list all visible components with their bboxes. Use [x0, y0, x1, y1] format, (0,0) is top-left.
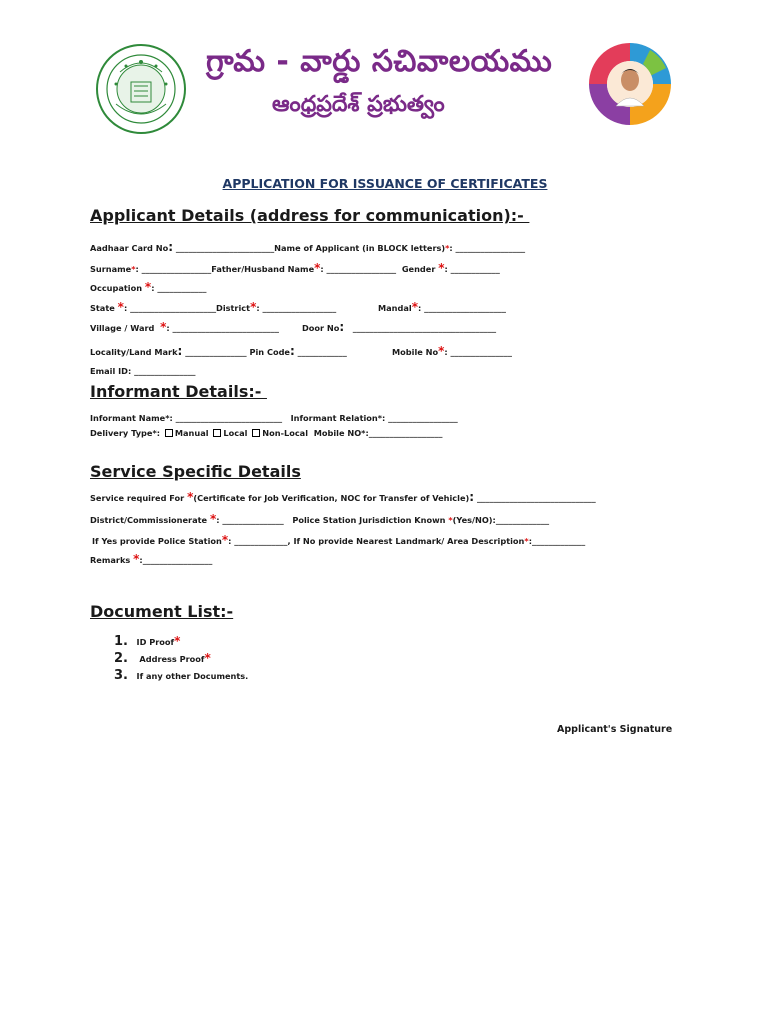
delivery-row	[90, 428, 442, 438]
form-title: APPLICATION FOR ISSUANCE OF CERTIFICATES	[222, 176, 548, 191]
ap-government-seal	[96, 44, 186, 134]
door-field[interactable]: ___________________________________	[352, 323, 497, 333]
village-label: Village / Ward	[90, 323, 155, 333]
aadhaar-label: Aadhaar Card No	[90, 243, 169, 253]
document-number: 3.	[114, 668, 128, 683]
document-item: 1. ID Proof*	[114, 634, 181, 649]
mobile-row: Mobile No*: _______________	[392, 344, 512, 358]
mandal-label: Mandal	[378, 303, 412, 313]
non-local-checkbox[interactable]	[252, 429, 260, 437]
manual-checkbox[interactable]	[165, 429, 173, 437]
village-row: Village / Ward *: __________________________	[90, 320, 279, 334]
local-checkbox[interactable]	[213, 429, 221, 437]
pin-label: Pin Code	[249, 347, 290, 357]
state-row: State *: _____________________District*: __________________	[90, 300, 337, 314]
email-row	[90, 366, 196, 376]
service-required-label: Service required For	[90, 493, 188, 503]
locality-label: Locality/Land Mark	[90, 347, 178, 357]
informant-name-label: Informant Name*:	[90, 413, 176, 423]
applicant-name-label: Name of Applicant (in BLOCK letters)	[274, 243, 446, 253]
occupation-row: Occupation *: ____________	[90, 280, 207, 294]
service-required-detail: (Certificate for Job Verification, NOC for Transfer of Vehicle)	[193, 493, 470, 503]
applicant-signature: Applicant's Signature	[557, 724, 673, 735]
remarks-row: Remarks *:_________________	[90, 552, 213, 566]
district-field[interactable]: __________________	[262, 303, 337, 313]
document-item	[114, 668, 248, 683]
header-title-telugu: గ్రామ - వార్డు సచివాలయము	[206, 44, 553, 79]
father-name-label: Father/Husband Name	[211, 264, 315, 274]
email-label: Email ID:	[90, 366, 135, 376]
aadhaar-field[interactable]: ________________________	[175, 243, 275, 253]
document-label: ID Proof	[136, 637, 175, 647]
occupation-label: Occupation	[90, 283, 143, 293]
document-label: If any other Documents.	[136, 671, 249, 681]
informant-relation-label: Informant Relation*:	[290, 413, 389, 423]
applicant-section-heading: Applicant Details (address for communication):-	[90, 206, 530, 225]
gender-field[interactable]: ____________	[450, 264, 500, 274]
village-field[interactable]: __________________________	[172, 323, 279, 333]
mandal-field[interactable]: ____________________	[424, 303, 506, 313]
document-number: 2.	[114, 651, 128, 666]
gender-label: Gender	[401, 264, 436, 274]
commissionerate-field[interactable]: _______________	[222, 515, 284, 525]
surname-field[interactable]: _________________	[141, 264, 212, 274]
surname-row: Surname*: _________________Father/Husband Name*: _________________ Gender *: ____________	[90, 261, 500, 275]
secretariat-badge	[588, 42, 672, 126]
applicant-name-field[interactable]: _________________	[455, 243, 526, 253]
state-label: State	[90, 303, 115, 313]
pin-field[interactable]: ____________	[297, 347, 347, 357]
police-jurisdiction-label: Police Station Jurisdiction Known	[292, 515, 449, 525]
remarks-field[interactable]: _________________	[142, 555, 213, 565]
delivery-type-label: Delivery Type*:	[90, 428, 163, 438]
document-number: 1.	[114, 634, 128, 649]
informant-mobile-field[interactable]: __________________	[368, 428, 443, 438]
police-station-field[interactable]: _____________	[234, 536, 288, 546]
informant-name-field[interactable]: __________________________	[175, 413, 283, 423]
document-label: Address Proof	[139, 654, 205, 664]
document-list-heading: Document List:-	[90, 602, 234, 621]
state-field[interactable]: _____________________	[130, 303, 217, 313]
informant-mobile-label: Mobile NO*:	[313, 428, 369, 438]
informant-relation-field[interactable]: _________________	[388, 413, 458, 423]
aadhaar-row: Aadhaar Card No: ________________________Name of Applicant (in BLOCK letters)*: _________________	[90, 240, 526, 254]
mandal-row: Mandal*: ____________________	[378, 300, 506, 314]
service-required-field[interactable]: _____________________________	[476, 493, 596, 503]
service-section-heading: Service Specific Details	[90, 462, 301, 481]
surname-label: Surname	[90, 264, 132, 274]
locality-field[interactable]: _______________	[185, 347, 247, 357]
commissionerate-row: District/Commissionerate *: _______________ Police Station Jurisdiction Known *(Yes/NO):_____________	[90, 512, 550, 526]
manual-label: Manual	[174, 428, 209, 438]
informant-section-heading: Informant Details:-	[90, 382, 267, 401]
landmark-field[interactable]: _____________	[531, 536, 586, 546]
locality-row: Locality/Land Mark: _______________ Pin Code: ____________	[90, 344, 347, 358]
service-required-row: Service required For *(Certificate for Job Verification, NOC for Transfer of Vehicle): _____________________________	[90, 490, 596, 504]
door-row: Door No: ___________________________________	[302, 320, 497, 334]
non-local-label: Non-Local	[262, 428, 309, 438]
email-field[interactable]: _______________	[134, 366, 196, 376]
document-item: 2. Address Proof*	[114, 651, 211, 666]
mobile-label: Mobile No	[392, 347, 439, 357]
header-subtitle-telugu: ఆంధ్రప్రదేశ్ ప్రభుత్వం	[272, 92, 445, 117]
occupation-field[interactable]: ____________	[157, 283, 207, 293]
remarks-label: Remarks	[90, 555, 134, 565]
mobile-field[interactable]: _______________	[450, 347, 512, 357]
if-yes-label: If Yes provide Police Station	[92, 536, 222, 546]
local-label: Local	[223, 428, 248, 438]
if-no-label: , If No provide Nearest Landmark/ Area Description	[287, 536, 525, 546]
father-name-field[interactable]: _________________	[326, 264, 397, 274]
district-label: District	[216, 303, 251, 313]
door-label: Door No	[302, 323, 340, 333]
commissionerate-label: District/Commissionerate	[90, 515, 210, 525]
informant-row	[90, 413, 458, 423]
police-jurisdiction-field[interactable]: _____________	[495, 515, 550, 525]
police-yes-no-label: (Yes/NO):	[452, 515, 496, 525]
police-station-row: If Yes provide Police Station*: _____________, If No provide Nearest Landmark/ Area Description*:_____________	[92, 533, 586, 547]
